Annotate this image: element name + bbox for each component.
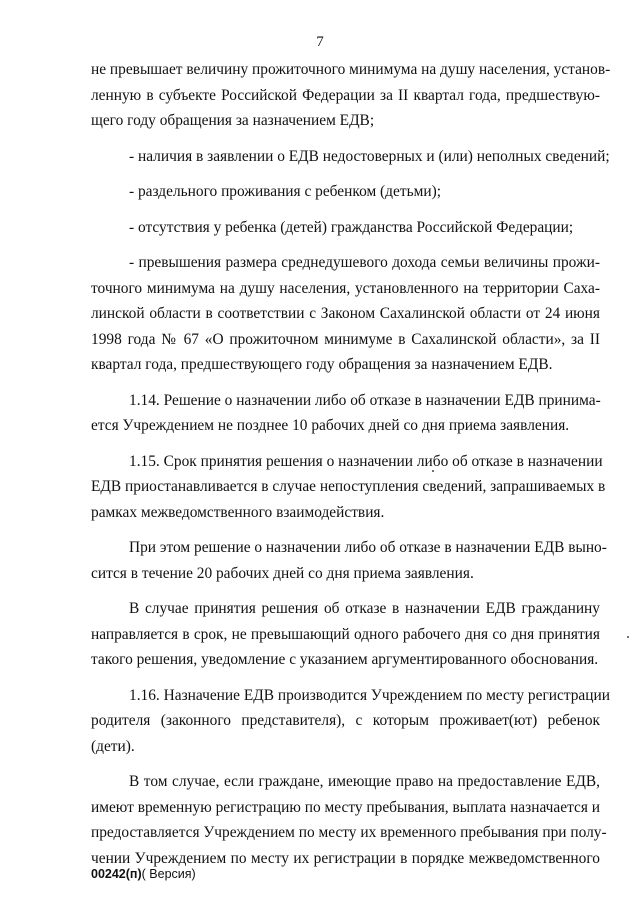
text-line: (дети). xyxy=(91,737,135,755)
text-line: В том случае, если граждане, имеющие право на предоставление ЕДВ, xyxy=(129,773,600,790)
document-body xyxy=(91,57,611,871)
text-line: 1998 года № 67 «О прожиточном минимуме в Сахалинской области», за II xyxy=(91,330,600,348)
paragraph xyxy=(91,57,611,134)
document-footer xyxy=(91,867,196,881)
text-line: ленную в субъекте Российской Федерации за II квартал года, предшествую- xyxy=(91,86,600,104)
paragraph xyxy=(91,215,600,241)
text-line: 1.14. Решение о назначении либо об отказе в назначении ЕДВ принима- xyxy=(129,391,601,409)
paragraph xyxy=(91,535,607,586)
text-line: - наличия в заявлении о ЕДВ недостоверных и (или) неполных сведений; xyxy=(129,147,610,165)
text-line: рамках межведомственного взаимодействия. xyxy=(91,503,385,521)
text-line: имеют временную регистрацию по месту пребывания, выплата назначается и xyxy=(91,798,600,816)
text-line: - превышения размера среднедушевого дохода семьи величины прожи- xyxy=(129,254,600,271)
text-line: чении Учреждением по месту их регистрации в порядке межведомственного xyxy=(91,849,600,867)
paragraph xyxy=(91,388,600,439)
paragraph xyxy=(91,683,610,760)
text-line: В случае принятия решения об отказе в назначении ЕДВ гражданину xyxy=(129,600,600,617)
text-line: предоставляется Учреждением по месту их временного пребывания при полу- xyxy=(91,824,607,841)
document-code: 00242(п) xyxy=(91,867,142,881)
paragraph xyxy=(91,144,610,170)
text-line: такого решения, уведомление с указанием аргументированного обоснования. xyxy=(91,651,599,668)
scan-speck xyxy=(627,636,629,638)
text-line: 1.15. Срок принятия решения о назначении либо об отказе в назначении xyxy=(129,452,603,470)
paragraph xyxy=(91,179,600,205)
text-line: точного минимума на душу населения, установленного на территории Саха- xyxy=(91,279,600,297)
text-line: - отсутствия у ребенка (детей) гражданства Российской Федерации; xyxy=(129,218,574,236)
paragraph xyxy=(91,250,600,378)
text-line: направляется в срок, не превышающий одного рабочего дня со дня принятия xyxy=(91,625,600,643)
text-line: 1.16. Назначение ЕДВ производится Учреждением по месту регистрации xyxy=(129,686,610,704)
paragraph xyxy=(91,596,600,673)
text-line: линской области в соответствии с Законом Сахалинской области от 24 июня xyxy=(91,305,600,322)
text-line: квартал года, предшествующего году обращения за назначением ЕДВ. xyxy=(91,356,553,373)
paragraph xyxy=(91,449,606,526)
version-label: ( Версия) xyxy=(141,867,196,881)
text-line: ется Учреждением не позднее 10 рабочих дней со дня приема заявления. xyxy=(91,417,570,434)
text-line: сится в течение 20 рабочих дней со дня приема заявления. xyxy=(91,564,474,582)
text-line: родителя (законного представителя), с которым проживает(ют) ребенок xyxy=(91,712,600,729)
text-line: При этом решение о назначении либо об отказе в назначении ЕДВ выно- xyxy=(129,539,607,556)
text-line: - раздельного проживания с ребенком (детьми); xyxy=(129,183,441,200)
page-number: 7 xyxy=(316,34,324,50)
text-line: ЕДВ приостанавливается в случае непоступления сведений, запрашиваемых в xyxy=(91,478,606,495)
text-line: не превышает величину прожиточного минимума на душу населения, установ- xyxy=(91,61,611,78)
paragraph xyxy=(91,769,607,871)
scan-speck xyxy=(432,470,434,472)
text-line: щего году обращения за назначением ЕДВ; xyxy=(91,112,375,129)
